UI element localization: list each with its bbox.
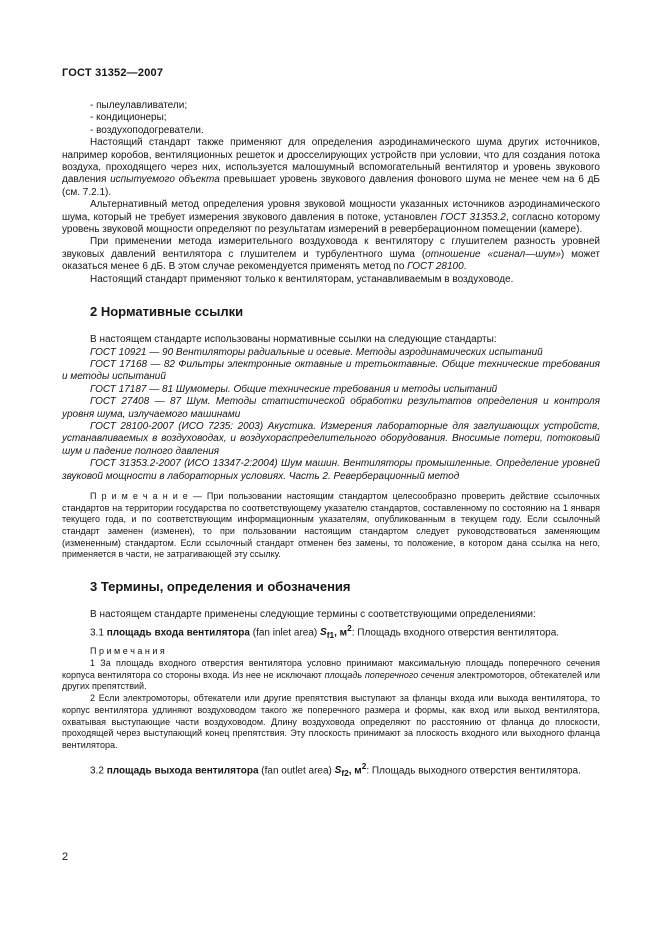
reference-item: ГОСТ 10921 — 90 Вентиляторы радиальные и осевые. Методы аэродинамических испытаний	[90, 346, 543, 358]
term-3-2: 3.2 площадь выхода вентилятора (fan outlet area) $S_{f2}$, $м^2$: Площадь выходного отверстия вентилятора.	[90, 760, 581, 778]
intro-paragraph-4: Настоящий стандарт применяют только к вентиляторам, устанавливаемым в воздуховоде.	[90, 273, 514, 285]
note-2: 2 Если электромоторы, обтекатели или другие препятствия выступают за фланцы входа или выхода вентилятора, то корпус вентилятора удлиняют воздуховодом такого же поперечного размера и формы, как вход или выход вентилятора, охватывая выступающие части воздуховодом. Длину воздуховода определяют по расстоянию от фланца до плоскости, проходящей через выступающий конец препятствия. Эту плоскость принимают за плоскость входного или выходного фланца вентилятора.	[62, 693, 600, 750]
list-item: - пылеулавливатели;	[90, 100, 188, 111]
reference-item: ГОСТ 17168 — 82 Фильтры электронные октавные и третьоктавные. Общие технические требования и методы испытаний	[62, 358, 600, 383]
list-item: - воздухоподогреватели.	[90, 124, 204, 136]
reference-item: ГОСТ 28100-2007 (ИСО 7235: 2003) Акустика. Измерения лабораторные для заглушающих устройств, устанавливаемых в воздуховодах, и воздухораспределительного оборудования. Вносимые потери, потоковый шум и падение полного давления	[62, 420, 600, 457]
note-1: 1 За площадь входного отверстия вентилятора условно принимают максимальную площадь поперечного сечения корпуса вентилятора со стороны входа. Из нее не исключают площадь поперечного сечения электромоторов, обтекателей или других препятствий.	[62, 658, 600, 692]
notes-label: П р и м е ч а н и я	[90, 646, 165, 657]
list-item: - кондиционеры;	[90, 112, 167, 124]
page-number: 2	[62, 851, 69, 863]
intro-paragraph-1: Настоящий стандарт также применяют для определения аэродинамического шума других источников, например коробов, вентиляционных решеток и дросселирующих устройств при условии, что для создания потока воздуха, проходящего через них, используется малошумный вспомогательный вентилятор и уровень звукового давления испытуемого объекта превышает уровень звукового давления фонового шума не менее чем на 6 дБ (см. 7.2.1).	[62, 137, 600, 198]
intro-paragraph-3: При применении метода измерительного воздуховода к вентилятору с глушителем разность уровней звуковых давлений вентилятора с глушителем и турбулентного шума (отношение «сигнал—шум») может оказаться менее 6 дБ. В этом случае рекомендуется применять метод по ГОСТ 28100.	[62, 236, 601, 273]
document-body	[62, 100, 600, 779]
reference-item: ГОСТ 31353.2-2007 (ИСО 13347-2:2004) Шум машин. Вентиляторы промышленные. Определение уровней звуковой мощности в лабораторных условиях. Часть 2. Реверберационный метод	[62, 458, 600, 482]
reference-item: ГОСТ 17187 — 81 Шумомеры. Общие технические требования и методы испытаний	[90, 383, 498, 395]
standard-header: ГОСТ 31352—2007	[62, 67, 164, 79]
section-3-intro: В настоящем стандарте применены следующие термины с соответствующими определениями:	[90, 609, 536, 621]
section-2-intro: В настоящем стандарте использованы нормативные ссылки на следующие стандарты:	[90, 334, 497, 346]
section-2-heading: 2 Нормативные ссылки	[90, 304, 244, 320]
section-3-heading: 3 Термины, определения и обозначения	[90, 579, 351, 595]
term-3-1: 3.1 площадь входа вентилятора (fan inlet area) $S_{f1}$, $м^2$: Площадь входного отверстия вентилятора.	[90, 622, 560, 640]
section-2-note: П р и м е ч а н и е — При пользовании настоящим стандартом целесообразно проверить действие ссылочных стандартов на территории государства по соответствующему указателю стандартов, составленному по состоянию на 1 января текущего года, и по соответствующим информационным указателям, опубликованным в текущем году. Если ссылочный стандарт заменен (изменен), то при пользовании настоящим стандартом следует руководствоваться заменяющим (измененным) стандартом. Если ссылочный стандарт отменен без замены, то положение, в котором дана ссылка на него, применяется в части, не затрагивающей эту ссылку.	[62, 490, 600, 560]
intro-paragraph-2: Альтернативный метод определения уровня звуковой мощности указанных источников аэродинамического шума, который не требует измерения звукового давления в потоке, установлен ГОСТ 31353.2, согласно которому уровень звуковой мощности определяют по результатам измерений в реверберационном помещении (камере).	[62, 199, 600, 236]
reference-item: ГОСТ 27408 — 87 Шум. Методы статистической обработки результатов определения и контроля уровня шума, излучаемого машинами	[62, 396, 600, 420]
